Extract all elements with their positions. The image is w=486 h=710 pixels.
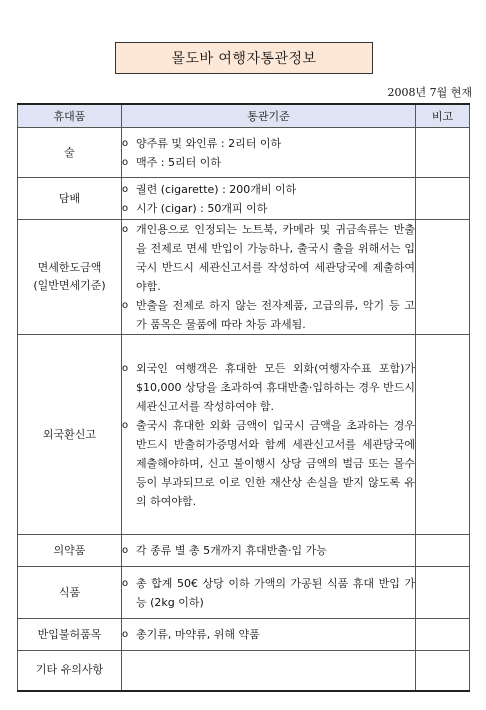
header-item: 휴대품 xyxy=(18,104,122,128)
item-label: 의약품 xyxy=(53,543,86,557)
bullet-mark: o xyxy=(122,202,129,214)
bullet-mark: o xyxy=(122,156,129,168)
bullet-text: 총 합계 50€ 상당 이하 가액의 가공된 식품 휴대 반입 가능 (2kg 이하) xyxy=(136,576,415,609)
item-cell xyxy=(18,220,122,335)
item-label: 면세한도금액 xyxy=(37,261,102,274)
bullet-text: 총기류, 마약류, 위해 약품 xyxy=(136,628,260,641)
item-label: 식품 xyxy=(58,585,81,599)
bullet-text: 시가 (cigar) : 50개피 이하 xyxy=(136,201,268,215)
bullet-mark: o xyxy=(122,545,129,556)
standard-cell xyxy=(122,535,416,567)
item-cell xyxy=(18,335,122,535)
standard-cell xyxy=(122,128,416,178)
bullet-mark: o xyxy=(122,629,129,640)
table-row xyxy=(18,567,470,619)
bullet-text: 개인용으로 인정되는 노트북, 카메라 및 귀금속류는 반출을 전제로 면세 반입이 가능하나, 출국시 출을 위해서는 입국시 반드시 세관신고서를 작성하여 세관당국에 제출하여야함. xyxy=(136,223,415,293)
bullet-mark: o xyxy=(122,224,129,235)
table-row xyxy=(18,178,470,220)
bullet-text: 맥주 : 5리터 이하 xyxy=(136,155,221,169)
page-title xyxy=(115,42,373,74)
bullet-mark: o xyxy=(122,419,129,431)
item-cell xyxy=(18,567,122,619)
table-row xyxy=(18,651,470,691)
item-cell xyxy=(18,619,122,651)
item-cell xyxy=(18,651,122,691)
standard-cell xyxy=(122,220,416,335)
item-cell xyxy=(18,178,122,220)
bullet-mark: o xyxy=(122,183,129,195)
header-standard: 통관기준 xyxy=(122,104,416,128)
remarks-cell xyxy=(416,128,470,178)
bullet-item xyxy=(122,625,415,644)
item-cell xyxy=(18,128,122,178)
header-remarks: 비고 xyxy=(416,104,470,128)
bullet-text: 외국인 여행객은 휴대한 모든 외화(여행자수표 포함)가 $10,000 상당을 초과하여 휴대반출·입하하는 경우 반드시 세관신고서를 작성하여야 함. xyxy=(136,361,415,413)
bullet-item xyxy=(122,134,415,153)
standard-cell xyxy=(122,619,416,651)
item-label: 기타 유의사항 xyxy=(35,663,104,677)
bullet-item xyxy=(122,199,415,218)
table-row xyxy=(18,335,470,535)
bullet-item xyxy=(122,296,415,334)
remarks-cell xyxy=(416,535,470,567)
item-label: 담배 xyxy=(58,191,81,205)
customs-table xyxy=(17,103,470,692)
standard-cell xyxy=(122,567,416,619)
item-label: 술 xyxy=(64,145,75,159)
bullet-mark: o xyxy=(122,577,129,589)
table-row xyxy=(18,535,470,567)
bullet-item xyxy=(122,574,415,612)
item-cell xyxy=(18,535,122,567)
standard-cell xyxy=(122,335,416,535)
table-row xyxy=(18,619,470,651)
remarks-cell xyxy=(416,335,470,535)
bullet-text: 반출을 전제로 하지 않는 전자제품, 고급의류, 악기 등 고가 품목은 물품에 따라 차등 과세됨. xyxy=(136,299,415,331)
bullet-text: 출국시 휴대한 외화 금액이 입국시 금액을 초과하는 경우 반드시 반출허가증명서와 함께 세관신고서를 세관당국에 제출해야하며, 신고 불이행시 상당 금액의 벌금 또는 몰수 등이 부과되므로 이로 인한 재산상 손실을 받지 않도록 유의 하여야함. xyxy=(136,418,415,508)
bullet-text: 궐련 (cigarette) : 200개비 이하 xyxy=(136,182,297,196)
bullet-mark: o xyxy=(122,300,129,311)
bullet-item xyxy=(122,359,415,416)
page-title-text: 몰도바 여행자통관정보 xyxy=(171,51,317,67)
bullet-mark: o xyxy=(122,137,129,149)
standard-cell xyxy=(122,651,416,691)
standard-cell xyxy=(122,178,416,220)
bullet-item xyxy=(122,180,415,199)
remarks-cell xyxy=(416,220,470,335)
item-label: (일반면세기준) xyxy=(33,279,106,292)
date-note: 2008년 7월 현재 xyxy=(387,86,472,99)
remarks-cell xyxy=(416,178,470,220)
bullet-item xyxy=(122,541,415,560)
bullet-mark: o xyxy=(122,362,129,374)
remarks-cell xyxy=(416,619,470,651)
remarks-cell xyxy=(416,651,470,691)
bullet-text: 각 종류 별 총 5개까지 휴대반출·입 가능 xyxy=(136,544,327,557)
bullet-item xyxy=(122,416,415,511)
bullet-text: 양주류 및 와인류 : 2리터 이하 xyxy=(136,136,282,150)
bullet-item xyxy=(122,220,415,296)
item-label: 반입불허품목 xyxy=(37,627,102,641)
item-label: 외국환신고 xyxy=(42,427,97,441)
table-header-row xyxy=(18,104,470,128)
table-row xyxy=(18,220,470,335)
table-row xyxy=(18,128,470,178)
bullet-item xyxy=(122,153,415,172)
remarks-cell xyxy=(416,567,470,619)
